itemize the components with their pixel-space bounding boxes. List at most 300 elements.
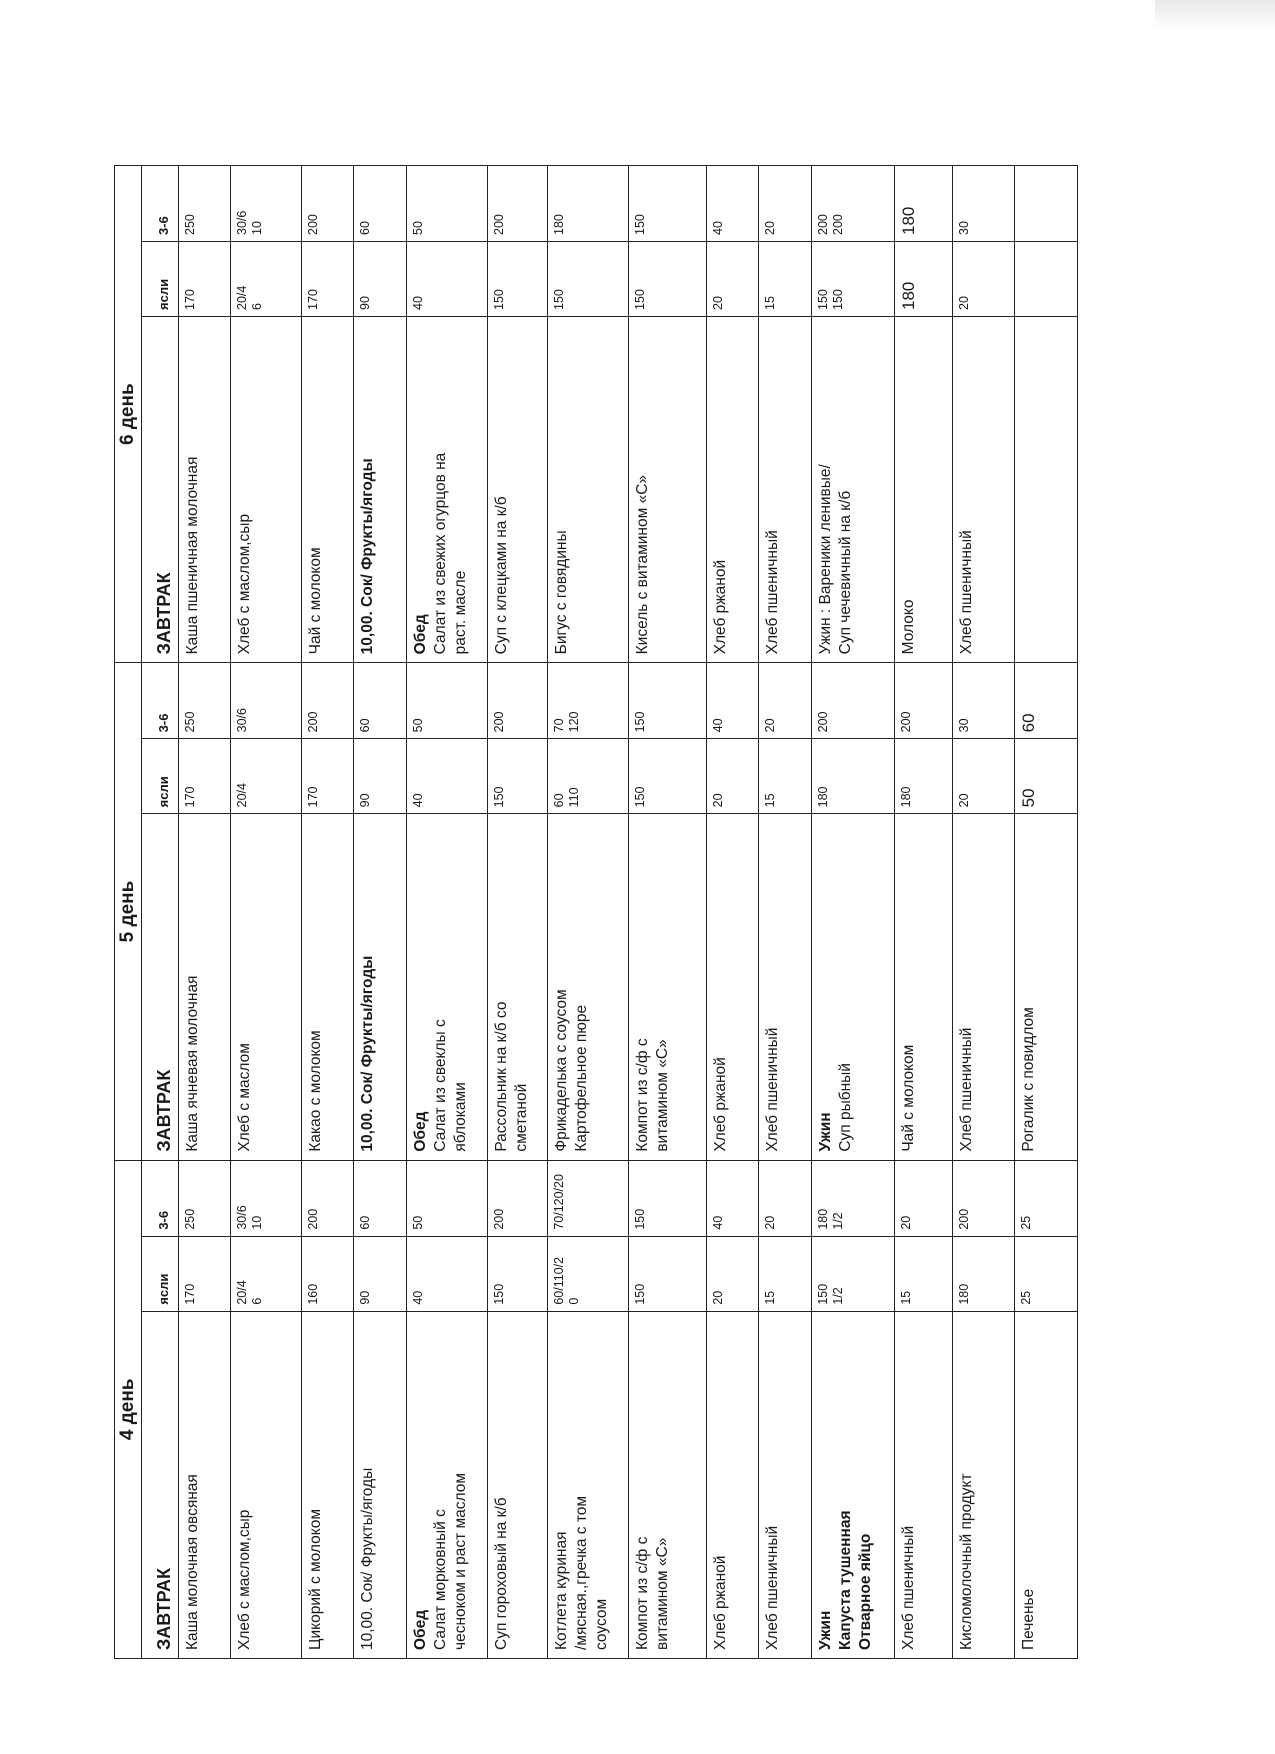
dish-name [1015, 813, 1077, 1159]
dish-line: Ужин [816, 1610, 834, 1650]
nursery-portion [488, 738, 547, 813]
dish-line: Бигус с говядины [552, 530, 570, 655]
kids-portion [759, 1161, 810, 1236]
nursery-portion [488, 241, 547, 316]
table-row [179, 663, 231, 1159]
dish-name [629, 1311, 706, 1658]
dish-name [895, 1311, 952, 1658]
table-row [354, 1161, 406, 1658]
dish-line: Цикорий с молоком [306, 1508, 324, 1650]
kids-portion [953, 663, 1015, 738]
table-row [707, 1161, 759, 1658]
portion-value: 40 [710, 1215, 725, 1230]
table-row [179, 1161, 231, 1658]
kids-portion [548, 166, 628, 241]
portion-value: 180 [956, 1283, 971, 1305]
dish-line: 10,00. Сок/ Фрукты/ягоды [359, 458, 377, 655]
table-row [629, 1161, 707, 1658]
dish-line: Картофельное пюре [572, 1004, 590, 1152]
kids-portion [548, 1161, 628, 1236]
dish-line: Отварное яйцо [856, 1533, 874, 1650]
table-row [302, 166, 354, 662]
portion-value: 10 [250, 1215, 265, 1230]
dish-line: 10,00. Сок/ Фрукты/ягоды [359, 955, 377, 1152]
table-row [1015, 663, 1077, 1159]
dish-name [179, 316, 230, 662]
dish-name [407, 1311, 487, 1658]
meal-header: ЗАВТРАК [142, 1311, 178, 1658]
portion-value: 150 [551, 289, 566, 310]
nursery-portion [895, 1236, 952, 1311]
dish-line: Салат из свежих огурцов на [431, 452, 449, 655]
dish-line: Суп гороховый на к/б [492, 1497, 510, 1650]
nursery-portion [488, 1236, 547, 1311]
kids-portion [548, 663, 628, 738]
table-row [488, 1161, 548, 1658]
portion-value: 20 [710, 793, 725, 808]
kids-portion [488, 166, 547, 241]
nursery-portion [953, 241, 1015, 316]
nursery-portion [548, 241, 628, 316]
header-row [142, 663, 179, 1159]
portion-value: 180 [898, 206, 918, 235]
nursery-portion [179, 738, 230, 813]
dish-name [231, 813, 300, 1159]
dish-line: 10,00. Сок/ Фрукты/ягоды [359, 1467, 377, 1650]
day-title: 4 день [115, 1161, 142, 1658]
kids-portion [407, 663, 487, 738]
dish-line: Каша ячневая молочная [184, 975, 201, 1152]
day-title: 6 день [115, 166, 142, 662]
meal-header: ЗАВТРАК [142, 813, 178, 1159]
kids-portion [488, 663, 547, 738]
day-column [115, 166, 1077, 663]
nursery-portion [812, 241, 894, 316]
kids-portion [354, 663, 405, 738]
table-row [812, 166, 895, 662]
nursery-header: ясли [142, 1236, 178, 1311]
dish-line: чесноком и раст маслом [451, 1472, 469, 1650]
dish-name [548, 1311, 628, 1658]
nursery-portion [302, 738, 353, 813]
kids-portion [629, 166, 706, 241]
portion-value: 60/110/2 [551, 1256, 566, 1305]
nursery-portion [1015, 1236, 1077, 1311]
portion-value: 60 [358, 718, 373, 733]
portion-value: 20 [710, 296, 725, 310]
kids-portion [812, 1161, 894, 1236]
dish-name [488, 1311, 547, 1658]
dish-name [1015, 1311, 1077, 1658]
menu-rows [179, 166, 1077, 662]
kids-portion [812, 166, 894, 241]
dish-line: яблоками [451, 1082, 469, 1152]
dish-line: Каша молочная овсяная [184, 1474, 201, 1650]
table-row [548, 166, 629, 662]
dish-name [759, 813, 810, 1159]
portion-value: 30 [956, 221, 971, 235]
portion-value: 30/6 [235, 210, 250, 235]
dish-name [548, 316, 628, 662]
dish-name [231, 316, 300, 662]
portion-value: 150 [632, 1283, 647, 1305]
dish-line: Хлеб ржаной [711, 559, 729, 655]
kids-portion [302, 663, 353, 738]
dish-line: /мясная.,гречка с том [572, 1495, 590, 1650]
portion-value: 60 [551, 793, 566, 808]
kids-portion [812, 663, 894, 738]
table-row [953, 166, 1016, 662]
portion-value: 150 [815, 1283, 830, 1305]
dish-line: Обед [411, 1609, 429, 1650]
table-row [302, 1161, 354, 1658]
menu-table [114, 165, 1078, 1659]
portion-value: 150 [632, 1208, 647, 1230]
portion-value: 15 [763, 296, 778, 310]
dish-name [302, 813, 353, 1159]
dish-line: витамином «С» [653, 1039, 671, 1152]
table-row [407, 166, 488, 662]
day-column [115, 1161, 1077, 1658]
kids-portion [1015, 1161, 1077, 1236]
portion-value: 15 [763, 793, 778, 808]
portion-value: 30/6 [235, 1205, 250, 1230]
kids-header: 3-6 [156, 1210, 171, 1230]
portion-value: 200 [830, 214, 845, 235]
portion-value: 50 [1019, 788, 1039, 808]
nursery-portion [812, 1236, 894, 1311]
dish-name [179, 1311, 230, 1658]
nursery-header: ясли [142, 738, 178, 813]
portion-value: 90 [358, 296, 373, 310]
portion-value: 150 [491, 1283, 506, 1305]
kids-portion [707, 663, 758, 738]
table-row [354, 663, 406, 1159]
portion-value: 90 [358, 1290, 373, 1305]
dish-line: Хлеб с маслом [236, 1043, 254, 1152]
portion-value: 180 [815, 1208, 830, 1230]
menu-rows [179, 1161, 1077, 1658]
portion-value: 20/4 [235, 285, 250, 310]
scan-edge-shadow [1155, 0, 1275, 30]
table-row [707, 663, 759, 1159]
portion-value: 160 [305, 1283, 320, 1305]
portion-value: 40 [710, 718, 725, 733]
portion-value: 40 [710, 221, 725, 235]
dish-line: Компот из с/ф с [633, 1038, 651, 1152]
nursery-portion [895, 738, 952, 813]
table-row [179, 166, 231, 662]
portion-value: 1/2 [830, 1212, 845, 1230]
nursery-portion [953, 1236, 1015, 1311]
dish-name [354, 1311, 405, 1658]
portion-value: 150 [632, 711, 647, 733]
portion-value: 200 [815, 711, 830, 733]
dish-line: Компот из с/ф с [633, 1536, 651, 1650]
table-row [759, 1161, 811, 1658]
table-row [231, 663, 301, 1159]
nursery-portion [548, 1236, 628, 1311]
portion-value: 20 [956, 793, 971, 808]
dish-line: Хлеб с маслом,сыр [236, 513, 254, 655]
dish-line: Фрикаделька с соусом [552, 989, 570, 1152]
dish-line: Печенье [1020, 1588, 1038, 1650]
portion-value: 50 [410, 718, 425, 733]
dish-name [488, 813, 547, 1159]
portion-value: 150 [830, 289, 845, 310]
portion-value: 60 [1019, 713, 1039, 733]
table-row [302, 663, 354, 1159]
nursery-portion [354, 1236, 405, 1311]
dish-line: Хлеб с маслом,сыр [236, 1509, 254, 1650]
nursery-header: ясли [142, 241, 178, 316]
portion-value: 25 [1019, 1290, 1034, 1305]
portion-value: 20 [763, 718, 778, 733]
portion-value: 200 [305, 1208, 320, 1230]
kids-portion [179, 166, 230, 241]
dish-name [302, 1311, 353, 1658]
kids-portion [1015, 663, 1077, 738]
table-row [759, 166, 811, 662]
portion-value: 150 [632, 289, 647, 310]
portion-value: 150 [632, 786, 647, 808]
kids-portion [759, 166, 810, 241]
kids-portion [1015, 166, 1077, 241]
table-row [895, 1161, 953, 1658]
nursery-portion [707, 738, 758, 813]
nursery-portion [629, 738, 706, 813]
dish-line: Хлеб ржаной [711, 1057, 729, 1152]
dish-line: раст. масле [451, 570, 469, 655]
nursery-portion [707, 241, 758, 316]
day-title: 5 день [115, 663, 142, 1159]
portion-value: 40 [410, 296, 425, 310]
kids-portion [759, 663, 810, 738]
header-row [142, 1161, 179, 1658]
dish-line: Каша пшеничная молочная [184, 456, 201, 655]
dish-name [407, 813, 487, 1159]
portion-value: 70 [551, 718, 566, 733]
table-row [488, 166, 548, 662]
portion-value: 200 [491, 1208, 506, 1230]
nursery-portion [1015, 241, 1077, 316]
dish-line: Хлеб пшеничный [899, 1525, 917, 1650]
nursery-portion [707, 1236, 758, 1311]
kids-portion [354, 1161, 405, 1236]
dish-name [231, 1311, 300, 1658]
dish-line: Кисломолочный продукт [957, 1473, 975, 1650]
kids-portion [302, 166, 353, 241]
dish-line: Суп с клецками на к/б [492, 496, 510, 655]
nursery-portion [895, 241, 952, 316]
dish-line: сметаной [512, 1083, 530, 1152]
portion-value: 40 [410, 1290, 425, 1305]
dish-name [354, 813, 405, 1159]
portion-value: 200 [491, 711, 506, 733]
portion-value: 180 [551, 214, 566, 235]
table-row [759, 663, 811, 1159]
dish-name [629, 316, 706, 662]
dish-name [812, 813, 894, 1159]
nursery-portion [231, 241, 300, 316]
dish-name [759, 1311, 810, 1658]
table-row [812, 663, 895, 1159]
kids-portion [302, 1161, 353, 1236]
nursery-portion [302, 1236, 353, 1311]
nursery-portion [759, 738, 810, 813]
nursery-portion [759, 241, 810, 316]
rotated-menu-page [114, 165, 1078, 1659]
dish-line: Кисель с витамином «С» [633, 474, 651, 655]
portion-value: 250 [183, 1208, 197, 1230]
nursery-portion [629, 1236, 706, 1311]
nursery-portion [179, 1236, 230, 1311]
portion-value: 170 [305, 289, 320, 310]
portion-value: 15 [898, 1290, 913, 1305]
portion-value: 200 [956, 1208, 971, 1230]
dish-line: Чай с молоком [306, 547, 324, 655]
dish-name [407, 316, 487, 662]
dish-name [895, 813, 952, 1159]
dish-line: Суп рыбный [836, 1063, 854, 1152]
portion-value: 20 [710, 1290, 725, 1305]
portion-value: 90 [358, 793, 373, 808]
dish-line: Хлеб пшеничный [957, 1027, 975, 1152]
dish-name [548, 813, 628, 1159]
dish-name [953, 813, 1015, 1159]
portion-value: 150 [632, 214, 647, 235]
portion-value: 250 [183, 214, 197, 235]
portion-value: 180 [898, 281, 918, 310]
nursery-portion [407, 1236, 487, 1311]
kids-portion [895, 663, 952, 738]
portion-value: 6 [250, 303, 265, 310]
portion-value: 0 [566, 1297, 581, 1305]
portion-value: 200 [491, 214, 506, 235]
dish-name [302, 316, 353, 662]
kids-portion [179, 1161, 230, 1236]
portion-value: 110 [566, 787, 581, 808]
portion-value: 180 [815, 786, 830, 808]
dish-name [354, 316, 405, 662]
nursery-portion [302, 241, 353, 316]
dish-name [895, 316, 952, 662]
dish-line: Хлеб пшеничный [764, 1027, 782, 1152]
portion-value: 60 [358, 1215, 373, 1230]
portion-value: 20 [763, 1215, 778, 1230]
dish-name [953, 316, 1015, 662]
portion-value: 20 [763, 221, 778, 235]
kids-portion [953, 166, 1015, 241]
table-row [407, 663, 488, 1159]
portion-value: 25 [1019, 1215, 1034, 1230]
dish-name [488, 316, 547, 662]
kids-portion [707, 166, 758, 241]
table-row [1015, 166, 1077, 662]
portion-value: 170 [305, 786, 320, 808]
dish-name [812, 316, 894, 662]
dish-name [953, 1311, 1015, 1658]
portion-value: 30 [956, 718, 971, 733]
nursery-portion [629, 241, 706, 316]
kids-portion [231, 1161, 300, 1236]
table-row [354, 166, 406, 662]
kids-portion [407, 1161, 487, 1236]
kids-header: 3-6 [156, 216, 171, 235]
meal-header: ЗАВТРАК [142, 316, 178, 662]
table-row [707, 166, 759, 662]
portion-value: 250 [183, 711, 197, 733]
portion-value: 1/2 [830, 1287, 845, 1305]
portion-value: 170 [183, 289, 197, 310]
kids-portion [895, 1161, 952, 1236]
menu-rows [179, 663, 1077, 1159]
kids-portion [354, 166, 405, 241]
nursery-portion [1015, 738, 1077, 813]
kids-portion [231, 166, 300, 241]
kids-portion [629, 1161, 706, 1236]
table-row [953, 1161, 1016, 1658]
portion-value: 200 [898, 711, 913, 733]
nursery-portion [953, 738, 1015, 813]
table-row [895, 663, 953, 1159]
dish-line: Салат морковный с [431, 1509, 449, 1650]
dish-line: Котлета куриная [552, 1531, 570, 1650]
dish-name [812, 1311, 894, 1658]
dish-line: Капуста тушенная [836, 1510, 854, 1650]
nursery-portion [548, 738, 628, 813]
dish-line: Чай с молоком [899, 1044, 917, 1152]
dish-line: Хлеб пшеничный [764, 530, 782, 655]
kids-portion [231, 663, 300, 738]
dish-line: Хлеб пшеничный [957, 530, 975, 655]
nursery-portion [354, 738, 405, 813]
dish-line: Ужин [816, 1112, 834, 1152]
kids-portion [707, 1161, 758, 1236]
table-row [231, 1161, 301, 1658]
kids-portion [407, 166, 487, 241]
table-row [953, 663, 1016, 1159]
dish-name [1015, 316, 1077, 662]
dish-name [179, 813, 230, 1159]
dish-line: соусом [592, 1598, 610, 1650]
portion-value: 6 [250, 1297, 265, 1305]
dish-name [707, 813, 758, 1159]
portion-value: 20 [898, 1215, 913, 1230]
nursery-portion [179, 241, 230, 316]
portion-value: 20 [956, 296, 971, 310]
dish-line: Какао с молоком [306, 1030, 324, 1152]
dish-line: Рассольник на к/б со [492, 1001, 510, 1152]
header-row [142, 166, 179, 662]
dish-line: Салат из свеклы с [431, 1019, 449, 1152]
portion-value: 20/4 [235, 1280, 250, 1305]
nursery-portion [812, 738, 894, 813]
dish-name [759, 316, 810, 662]
dish-line: витамином «С» [653, 1537, 671, 1650]
portion-value: 170 [183, 786, 197, 808]
dish-line: Хлеб пшеничный [764, 1525, 782, 1650]
nursery-portion [407, 738, 487, 813]
table-row [548, 663, 629, 1159]
nursery-portion [231, 738, 300, 813]
kids-portion [953, 1161, 1015, 1236]
kids-header: 3-6 [156, 713, 171, 733]
portion-value: 150 [815, 289, 830, 310]
portion-value: 40 [410, 793, 425, 808]
portion-value: 170 [183, 1283, 197, 1305]
dish-line: Молоко [899, 599, 917, 655]
